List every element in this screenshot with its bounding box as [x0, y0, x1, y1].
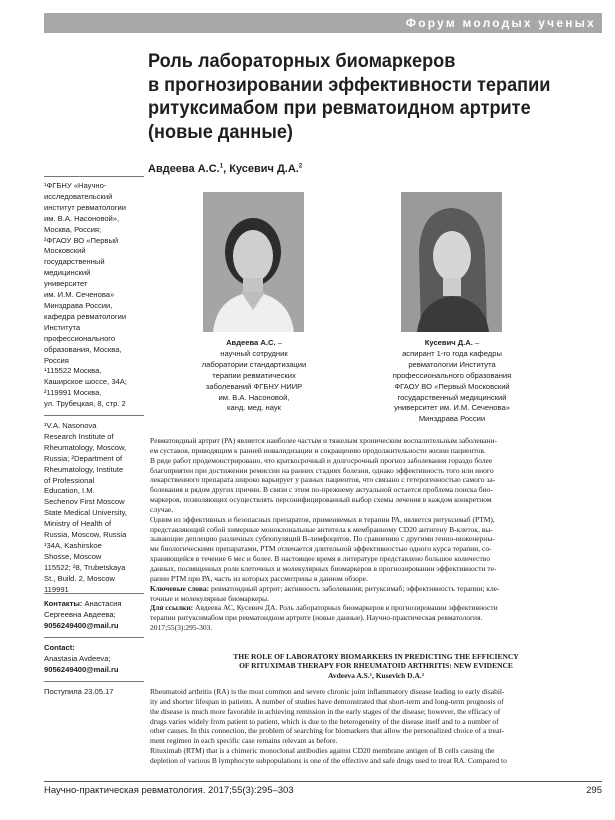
- affiliation-line: государственный: [44, 257, 105, 267]
- affiliation-line: Россия: [44, 355, 69, 365]
- abstract-line: depletion of various B lymphocyte subpopulations is one of the effective and safe drugs used to treat RA. Compared to: [150, 755, 507, 765]
- abstract-line: ment regimen in each specific case remains relevant as before.: [150, 736, 338, 746]
- abstract-line: случае.: [150, 504, 174, 514]
- article-authors: [148, 163, 302, 175]
- affiliation-line: Rheumatology, Moscow,: [44, 442, 127, 452]
- affiliation-line: Ministry of Health of: [44, 519, 112, 529]
- author-1-affil: 1: [219, 163, 224, 170]
- abstract-line: маркеров, позволяющих осуществлять персонифицированный выбор схемы лечения в каждом конкретном: [150, 495, 492, 505]
- sidebar-divider: [44, 593, 144, 594]
- affiliation-line: 115522; ²8, Trubetskaya: [44, 562, 126, 572]
- english-title-line: OF RITUXIMAB THERAPY FOR RHEUMATOID ARTHRITIS: NEW EVIDENCE: [239, 661, 513, 671]
- author-1-caption: [191, 338, 317, 414]
- affiliation-line: Каширское шоссе, 34А;: [44, 377, 127, 387]
- abstract-line: other causes. In this connection, the problem of searching for biomarkers that allow the personalized choice of a treat-: [150, 726, 505, 736]
- caption-line: университет им. И.М. Сеченова»: [394, 403, 510, 413]
- page-number: 295: [586, 785, 602, 796]
- affiliation-line: Москва, Россия;: [44, 224, 102, 234]
- caption-author-name: Авдеева А.С.: [226, 338, 276, 347]
- abstract-line: болевания и рядом других причин. В связи с этим по-прежнему актуальной остается проблема поиска био-: [150, 485, 493, 495]
- caption-line: ФГАОУ ВО «Первый Московский: [394, 381, 510, 391]
- affiliation-line: Russia; ²Department of: [44, 453, 123, 463]
- author-sep: ,: [223, 163, 230, 175]
- affiliation-line: Sechenov First Moscow: [44, 497, 125, 507]
- affiliation-line: университет: [44, 279, 88, 289]
- abstract-line: Ревматоидный артрит (РА) является наиболее частым и тяжелым хроническим воспалительным заболевани-: [150, 436, 498, 445]
- affiliation-line: Минздрава России,: [44, 300, 113, 310]
- author-1-photo: [203, 192, 304, 332]
- abstract-line: ем суставов, приводящим к ранней инвалидизации и сокращению продолжительности жизни пациентов.: [150, 445, 486, 455]
- abstract-line: drugs varies widely from patient to patient, which is due to the heterogeneity of the disease itself and to a number of: [150, 716, 499, 726]
- abstract-ru: [150, 436, 602, 633]
- sidebar-divider: [44, 637, 144, 638]
- affiliation-line: профессионального: [44, 333, 116, 343]
- abstract-line: благоприятен при достижении ремиссии на ранних стадиях болезни, однако эффективность того или иного: [150, 465, 494, 475]
- abstract-line: лекарственного препарата широко варьирует у разных пациентов, что связано с гетерогенностью самого за-: [150, 475, 496, 485]
- author-2-affil: 2: [298, 163, 303, 170]
- caption-line: государственный медицинский: [397, 392, 507, 402]
- affiliation-line: State Medical University,: [44, 508, 127, 518]
- title-line: Роль лабораторных биомаркеров: [148, 50, 456, 72]
- contact-name: Анастасия: [84, 599, 122, 608]
- caption-line: ревматологии Института: [408, 359, 496, 369]
- affiliation-line: 119991: [44, 584, 69, 594]
- affiliation-line: Shosse, Moscow: [44, 551, 102, 561]
- author-2-photo: [401, 192, 502, 332]
- caption-line: научный сотрудник: [220, 348, 288, 358]
- affiliation-line: им. В.А. Насоновой»,: [44, 213, 120, 223]
- affiliation-line: образования, Москва,: [44, 344, 122, 354]
- affiliation-line: ¹V.A. Nasonova: [44, 421, 97, 430]
- abstract-line: Rheumatoid arthritis (RA) is the most common and severe chronic joint inflammatory disease leading to early disabil-: [150, 687, 505, 696]
- affiliation-line: Московский: [44, 246, 86, 256]
- caption-line: терапии ревматических: [212, 370, 296, 380]
- affiliation-line: ул. Трубецкая, 8, стр. 2: [44, 399, 126, 409]
- contact-email-link[interactable]: 9056249400@mail.ru: [44, 664, 119, 674]
- contacts-en: [44, 643, 146, 676]
- caption-line: канд. мед. наук: [227, 403, 281, 413]
- affiliation-line: Russia, Moscow, Russia: [44, 530, 127, 540]
- abstract-line: Одним из эффективных и безопасных препаратов, применяемых в терапии РА, является ритуксимаб (РТМ),: [150, 514, 495, 524]
- sidebar-divider: [44, 415, 144, 416]
- caption-line: Минздрава России: [418, 414, 486, 424]
- affiliation-line: Rheumatology, Institute: [44, 464, 124, 474]
- received-text: Поступила 23.05.17: [44, 687, 114, 696]
- affiliations-en: [44, 421, 146, 596]
- section-banner: Форум молодых ученых: [44, 13, 602, 33]
- title-line: в прогнозировании эффективности терапии: [148, 73, 551, 96]
- cite-text: Авдеева АС, Кусевич ДА. Роль лабораторных биомаркеров в прогнозировании эффективности: [193, 603, 498, 613]
- received-date: [44, 687, 146, 698]
- contact-name: Сергеевна Авдеева;: [44, 609, 116, 619]
- author-2-caption: [380, 338, 524, 425]
- abstract-line: рапии РТМ при РА, часть из которых рассмотрены в данном обзоре.: [150, 573, 368, 583]
- contacts-ru: [44, 599, 146, 632]
- affiliation-line: ¹ФГБНУ «Научно-: [44, 181, 107, 190]
- english-title: [150, 652, 602, 680]
- footer-divider: [44, 781, 602, 782]
- abstract-line: представляющий собой химерные моноклональные антитела к мембранному CD20 антигену В-клеток, вы-: [150, 524, 493, 534]
- journal-citation: Научно-практическая ревматология. 2017;55(3):295–303: [44, 785, 294, 796]
- affiliation-line: Education, I.M.: [44, 486, 95, 496]
- contact-name: Anastasia Avdeeva;: [44, 653, 111, 663]
- affiliation-line: медицинский: [44, 268, 91, 278]
- affiliation-line: Research Institute of: [44, 431, 114, 441]
- affiliation-line: кафедра ревматологии: [44, 311, 127, 321]
- affiliation-line: ²ФГАОУ ВО «Первый: [44, 235, 119, 245]
- abstract-line: ity and shorter lifespan in patients. A number of studies have demonstrated that short-term and long-term prognosis of: [150, 696, 504, 706]
- affiliation-line: ²119991 Москва,: [44, 388, 102, 398]
- abstract-line: Rituximab (RTM) that is a chimeric monoclonal antibodies against CD20 membrane antigen of B cells causing the: [150, 746, 495, 756]
- author-1: Авдеева А.С.: [148, 163, 220, 175]
- english-authors: Avdeeva A.S.¹, Kusevich D.A.²: [327, 670, 425, 680]
- title-line: ритуксимабом при ревматоидном артрите: [148, 97, 531, 119]
- affiliation-line: ¹34A, Kashirskoe: [44, 540, 102, 550]
- keywords-label: Ключевые слова:: [150, 583, 210, 593]
- sidebar-divider: [44, 176, 144, 177]
- caption-line: лаборатории стандартизации: [201, 359, 307, 369]
- cite-text: терапии ритуксимабом при ревматоидном артрите (новые данные). Научно-практическая ревматология.: [150, 613, 483, 623]
- affiliation-line: of Professional: [44, 475, 95, 485]
- caption-dash: –: [275, 338, 282, 347]
- english-title-line: THE ROLE OF LABORATORY BIOMARKERS IN PREDICTING THE EFFICIENCY: [233, 652, 519, 661]
- contact-email-link[interactable]: 9056249400@mail.ru: [44, 620, 119, 630]
- sidebar-divider: [44, 681, 144, 682]
- caption-line: заболеваний ФГБНУ НИИР: [205, 381, 303, 391]
- author-2: Кусевич Д.А.: [229, 163, 299, 175]
- abstract-line: the disease is much more favorable in achieving remission in the early stages of the disease; however, the efficacy of: [150, 706, 501, 716]
- title-line: (новые данные): [148, 120, 293, 143]
- abstract-en: [150, 687, 602, 766]
- affiliations-ru: [44, 181, 146, 410]
- contacts-label: Контакты:: [44, 599, 83, 608]
- abstract-line: храняющейся в течение 6 мес и более. В настоящее время в литературе представлено большое количество: [150, 554, 491, 564]
- caption-line: им. В.А. Насоновой,: [218, 392, 290, 402]
- abstract-line: зывающие деплецию различных субпопуляций В-лимфоцитов. По сравнению с другими генно-инженерны-: [150, 534, 495, 544]
- keywords-text: точные и молекулярные биомаркеры.: [150, 593, 269, 603]
- abstract-line: ми биологическими препаратами, РТМ отличается длительной эффективностью одного курса терапии, со-: [150, 544, 492, 554]
- cite-label: Для ссылки:: [150, 603, 194, 613]
- caption-line: аспирант 1-го года кафедры: [402, 348, 502, 358]
- caption-author-name: Кусевич Д.А.: [424, 338, 473, 347]
- affiliation-line: Института: [44, 322, 81, 332]
- affiliation-line: ¹115522 Москва,: [44, 366, 102, 376]
- affiliation-line: St., Build. 2, Moscow: [44, 573, 115, 583]
- keywords-text: ревматоидный артрит; активность заболевания; ритуксимаб; эффективность терапии; кле-: [209, 583, 500, 593]
- affiliation-line: исследовательский: [44, 191, 113, 201]
- affiliation-line: им. И.М. Сеченова»: [44, 290, 115, 300]
- caption-dash: –: [472, 338, 480, 347]
- cite-text: 2017;55(3):295-303.: [150, 623, 213, 633]
- contact-label: Contact:: [44, 643, 75, 652]
- abstract-line: данных, посвященных роли клеточных и молекулярных биомаркеров в прогнозировании эффективности те-: [150, 563, 497, 573]
- affiliation-line: институт ревматологии: [44, 202, 127, 212]
- abstract-line: В ряде работ продемонстрировано, что краткосрочный и долгосрочный прогноз заболевания гораздо более: [150, 455, 493, 465]
- caption-line: профессионального образования: [392, 370, 512, 380]
- article-title: [148, 50, 567, 144]
